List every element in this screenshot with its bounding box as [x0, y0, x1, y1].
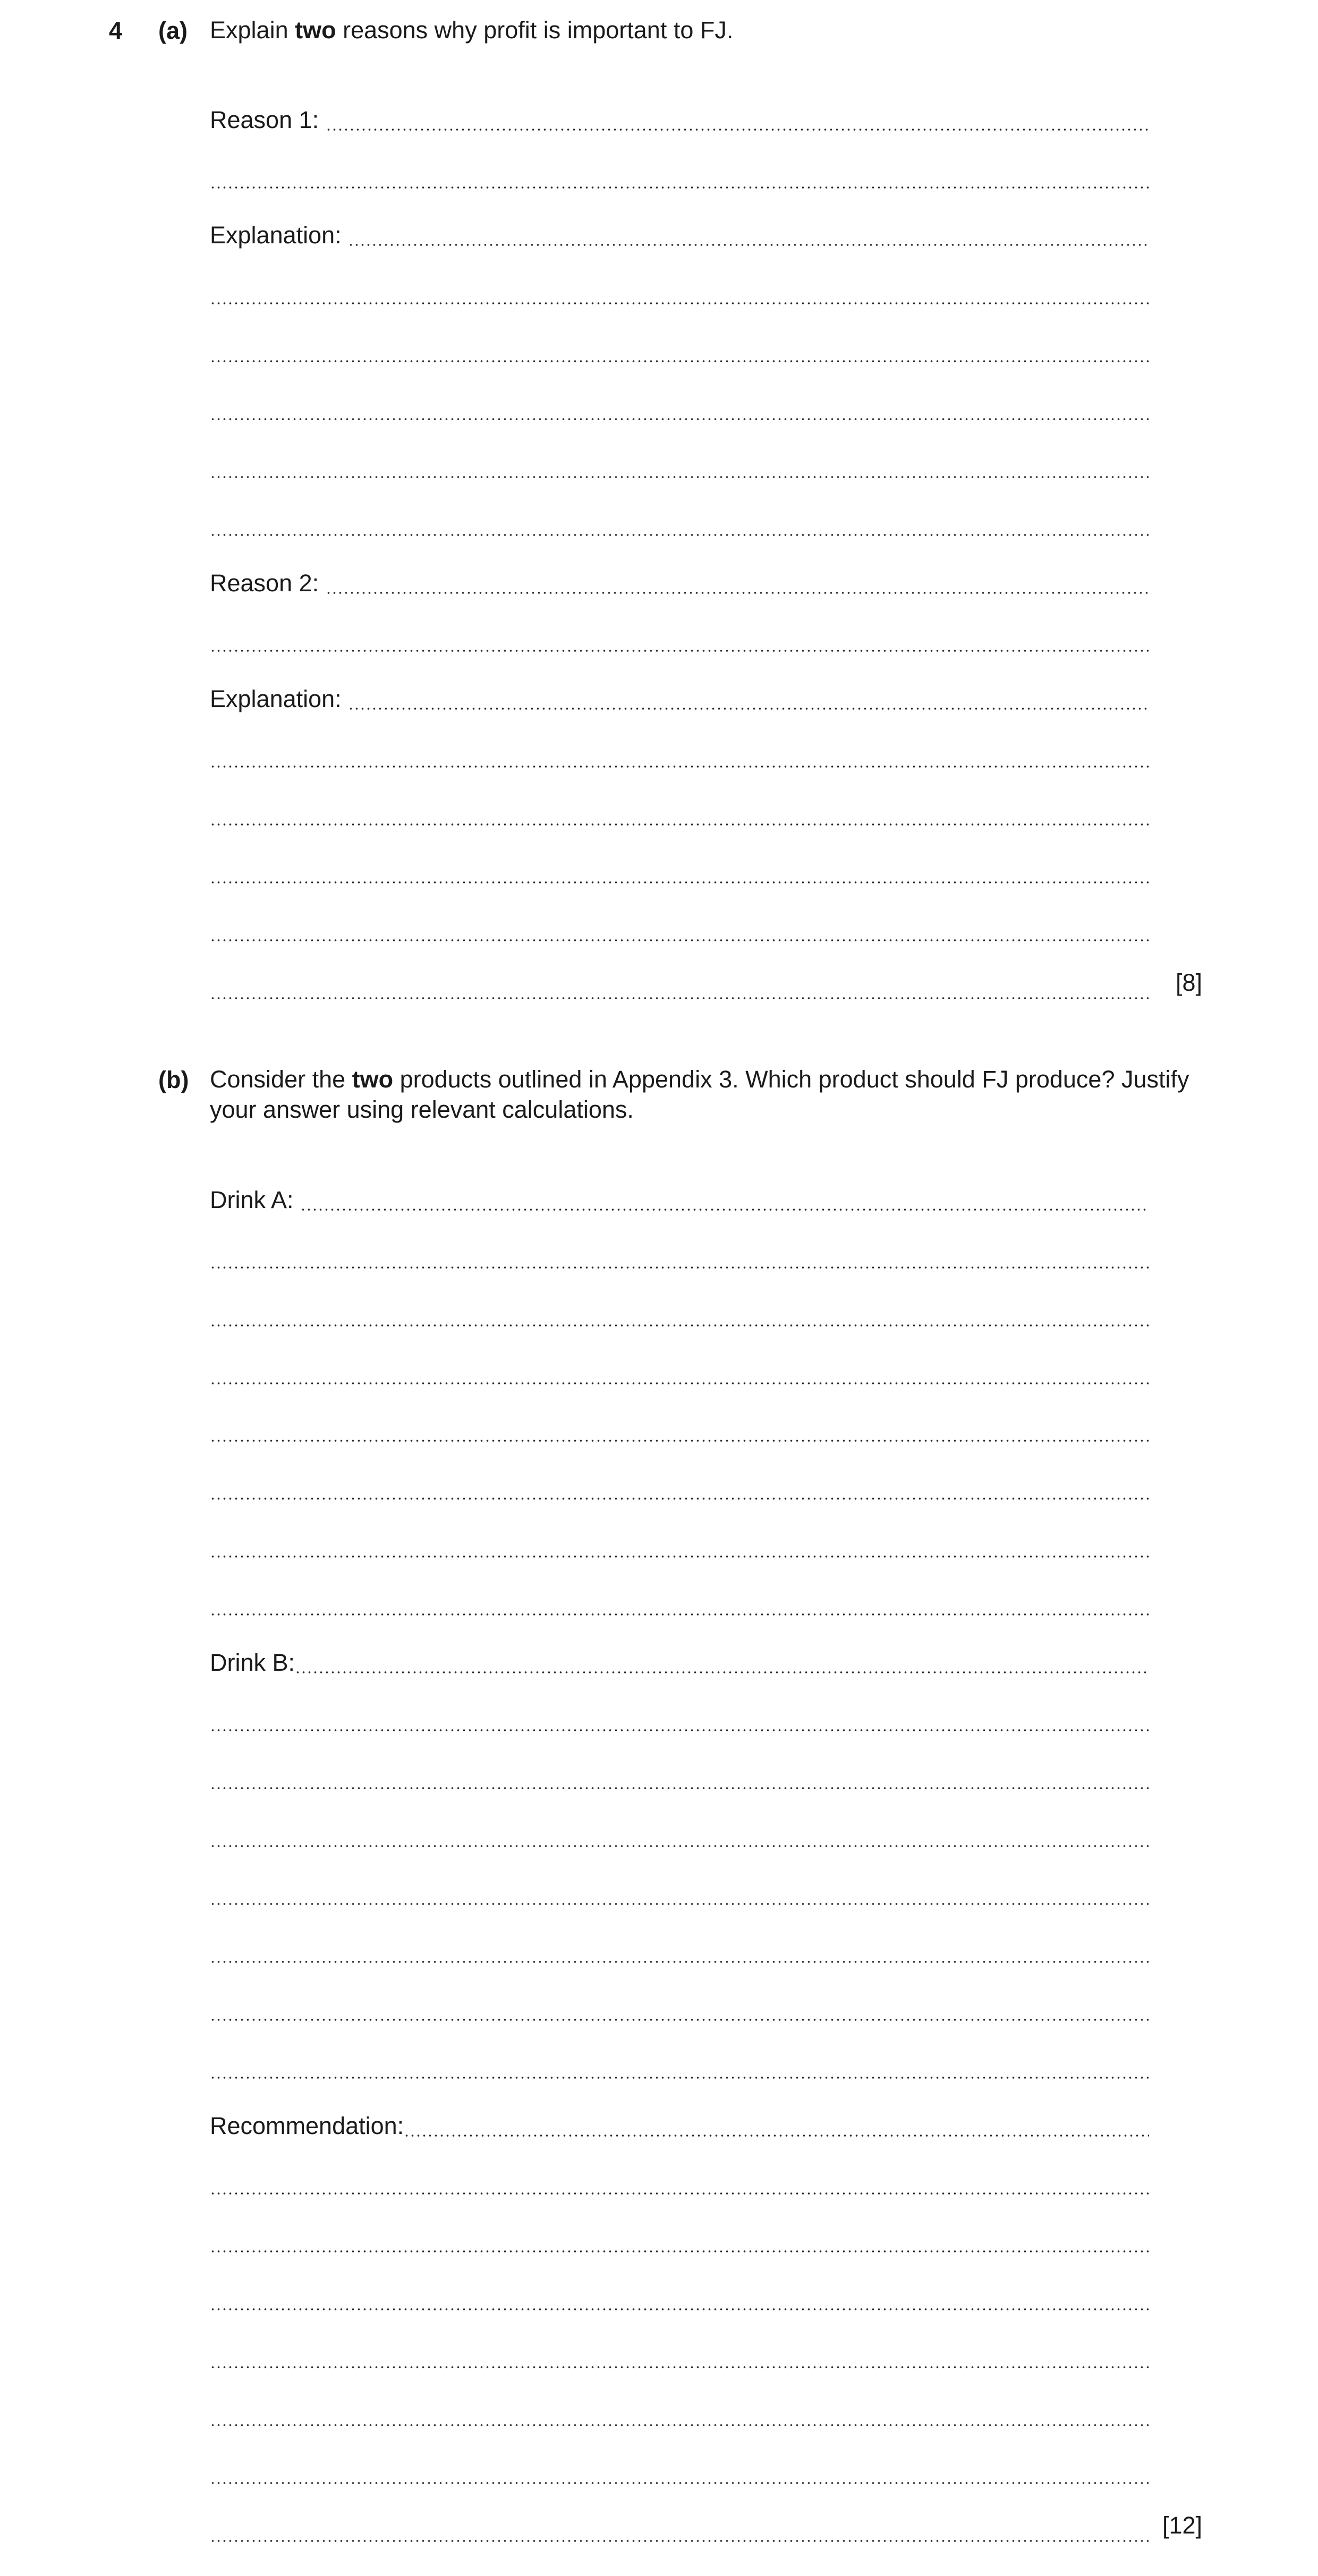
answer-line[interactable] — [210, 1648, 1149, 1678]
dotted-line — [210, 1845, 1149, 1847]
reason-2-label: Reason 2: — [210, 569, 326, 597]
dotted-line — [210, 1555, 1149, 1558]
explanation-2-label: Explanation: — [210, 685, 348, 712]
answer-line[interactable] — [210, 1590, 1149, 1620]
answer-line[interactable] — [210, 1880, 1149, 1909]
dotted-line — [210, 823, 1149, 826]
dotted-line — [210, 2250, 1149, 2252]
part-b-stem-text: products outlined in Appendix 3. Which product should FJ produce? Justify — [393, 1066, 1189, 1093]
dotted-line — [210, 1787, 1149, 1789]
dotted-line — [210, 1729, 1149, 1731]
dotted-line — [295, 1671, 1149, 1673]
answer-line[interactable] — [210, 220, 1149, 250]
dotted-line — [210, 1961, 1149, 1963]
dotted-line — [210, 997, 1149, 999]
dotted-line — [326, 592, 1149, 594]
answer-line[interactable] — [210, 2053, 1149, 2083]
answer-line[interactable] — [210, 1416, 1149, 1446]
dotted-line — [210, 302, 1149, 304]
answer-line[interactable] — [210, 568, 1149, 598]
part-a-stem — [210, 15, 733, 45]
dotted-line — [210, 418, 1149, 420]
answer-line[interactable] — [210, 1185, 1149, 1215]
dotted-line — [210, 534, 1149, 536]
answer-line[interactable] — [210, 2343, 1149, 2373]
explanation-1-label: Explanation: — [210, 222, 348, 249]
part-a-stem-text: reasons why profit is important to FJ. — [336, 16, 734, 44]
answer-line[interactable] — [210, 1359, 1149, 1389]
dotted-line — [210, 186, 1149, 189]
answer-line[interactable] — [210, 395, 1149, 424]
dotted-line — [210, 2482, 1149, 2484]
dotted-line — [210, 2019, 1149, 2021]
answer-line[interactable] — [210, 1937, 1149, 1967]
answer-line[interactable] — [210, 2227, 1149, 2257]
part-a-marks: [8] — [1176, 969, 1203, 996]
dotted-line — [210, 1382, 1149, 1384]
dotted-line — [210, 2308, 1149, 2310]
answer-line[interactable] — [210, 2517, 1149, 2546]
dotted-line — [210, 2077, 1149, 2079]
part-a-label: (a) — [158, 17, 188, 44]
dotted-line — [210, 1324, 1149, 1327]
dotted-line — [210, 939, 1149, 941]
dotted-line — [210, 1266, 1149, 1269]
dotted-line — [348, 708, 1149, 710]
part-b-stem — [210, 1064, 1219, 1125]
answer-line[interactable] — [210, 2459, 1149, 2488]
answer-line[interactable] — [210, 1532, 1149, 1562]
dotted-line — [300, 1209, 1149, 1211]
dotted-line — [210, 1498, 1149, 1500]
answer-line[interactable] — [210, 1243, 1149, 1273]
answer-line[interactable] — [210, 1706, 1149, 1736]
answer-line[interactable] — [210, 1995, 1149, 2025]
part-b-stem-line-1 — [210, 1064, 1219, 1094]
dotted-line — [210, 650, 1149, 652]
answer-line[interactable] — [210, 1301, 1149, 1331]
dotted-line — [210, 2540, 1149, 2542]
question-number: 4 — [109, 17, 123, 44]
dotted-line — [210, 1440, 1149, 1442]
dotted-line — [210, 766, 1149, 768]
answer-line[interactable] — [210, 626, 1149, 656]
reason-1-label: Reason 1: — [210, 106, 326, 133]
dotted-line — [210, 360, 1149, 362]
dotted-line — [210, 476, 1149, 478]
answer-line[interactable] — [210, 1822, 1149, 1851]
answer-line[interactable] — [210, 279, 1149, 309]
dotted-line — [348, 244, 1149, 246]
dotted-line — [326, 129, 1149, 131]
part-b-label: (b) — [158, 1066, 189, 1093]
answer-line[interactable] — [210, 800, 1149, 830]
answer-line[interactable] — [210, 453, 1149, 482]
part-b-stem-text: Consider the — [210, 1066, 352, 1093]
answer-line[interactable] — [210, 2169, 1149, 2199]
answer-line[interactable] — [210, 1764, 1149, 1793]
answer-line[interactable] — [210, 1474, 1149, 1504]
dotted-line — [210, 881, 1149, 883]
part-b-stem-line-2: your answer using relevant calculations. — [210, 1096, 634, 1123]
dotted-line — [404, 2135, 1149, 2137]
part-b-marks: [12] — [1162, 2512, 1203, 2539]
dotted-line — [210, 1903, 1149, 1905]
part-b-stem-emphasis: two — [352, 1066, 394, 1093]
drink-b-label: Drink B: — [210, 1649, 295, 1676]
answer-line[interactable] — [210, 511, 1149, 540]
part-a-stem-emphasis: two — [295, 16, 336, 44]
answer-line[interactable] — [210, 916, 1149, 946]
dotted-line — [210, 2192, 1149, 2195]
answer-line[interactable] — [210, 2111, 1149, 2141]
answer-line[interactable] — [210, 163, 1149, 193]
answer-line[interactable] — [210, 105, 1149, 135]
recommendation-label: Recommendation: — [210, 2112, 404, 2139]
answer-line[interactable] — [210, 742, 1149, 772]
answer-line[interactable] — [210, 337, 1149, 367]
answer-line[interactable] — [210, 974, 1149, 1004]
answer-line[interactable] — [210, 684, 1149, 714]
dotted-line — [210, 2424, 1149, 2426]
part-a-stem-text: Explain — [210, 16, 295, 44]
dotted-line — [210, 1613, 1149, 1616]
answer-line[interactable] — [210, 858, 1149, 888]
dotted-line — [210, 2366, 1149, 2368]
answer-line[interactable] — [210, 2401, 1149, 2430]
drink-a-label: Drink A: — [210, 1186, 301, 1213]
answer-line[interactable] — [210, 2285, 1149, 2315]
